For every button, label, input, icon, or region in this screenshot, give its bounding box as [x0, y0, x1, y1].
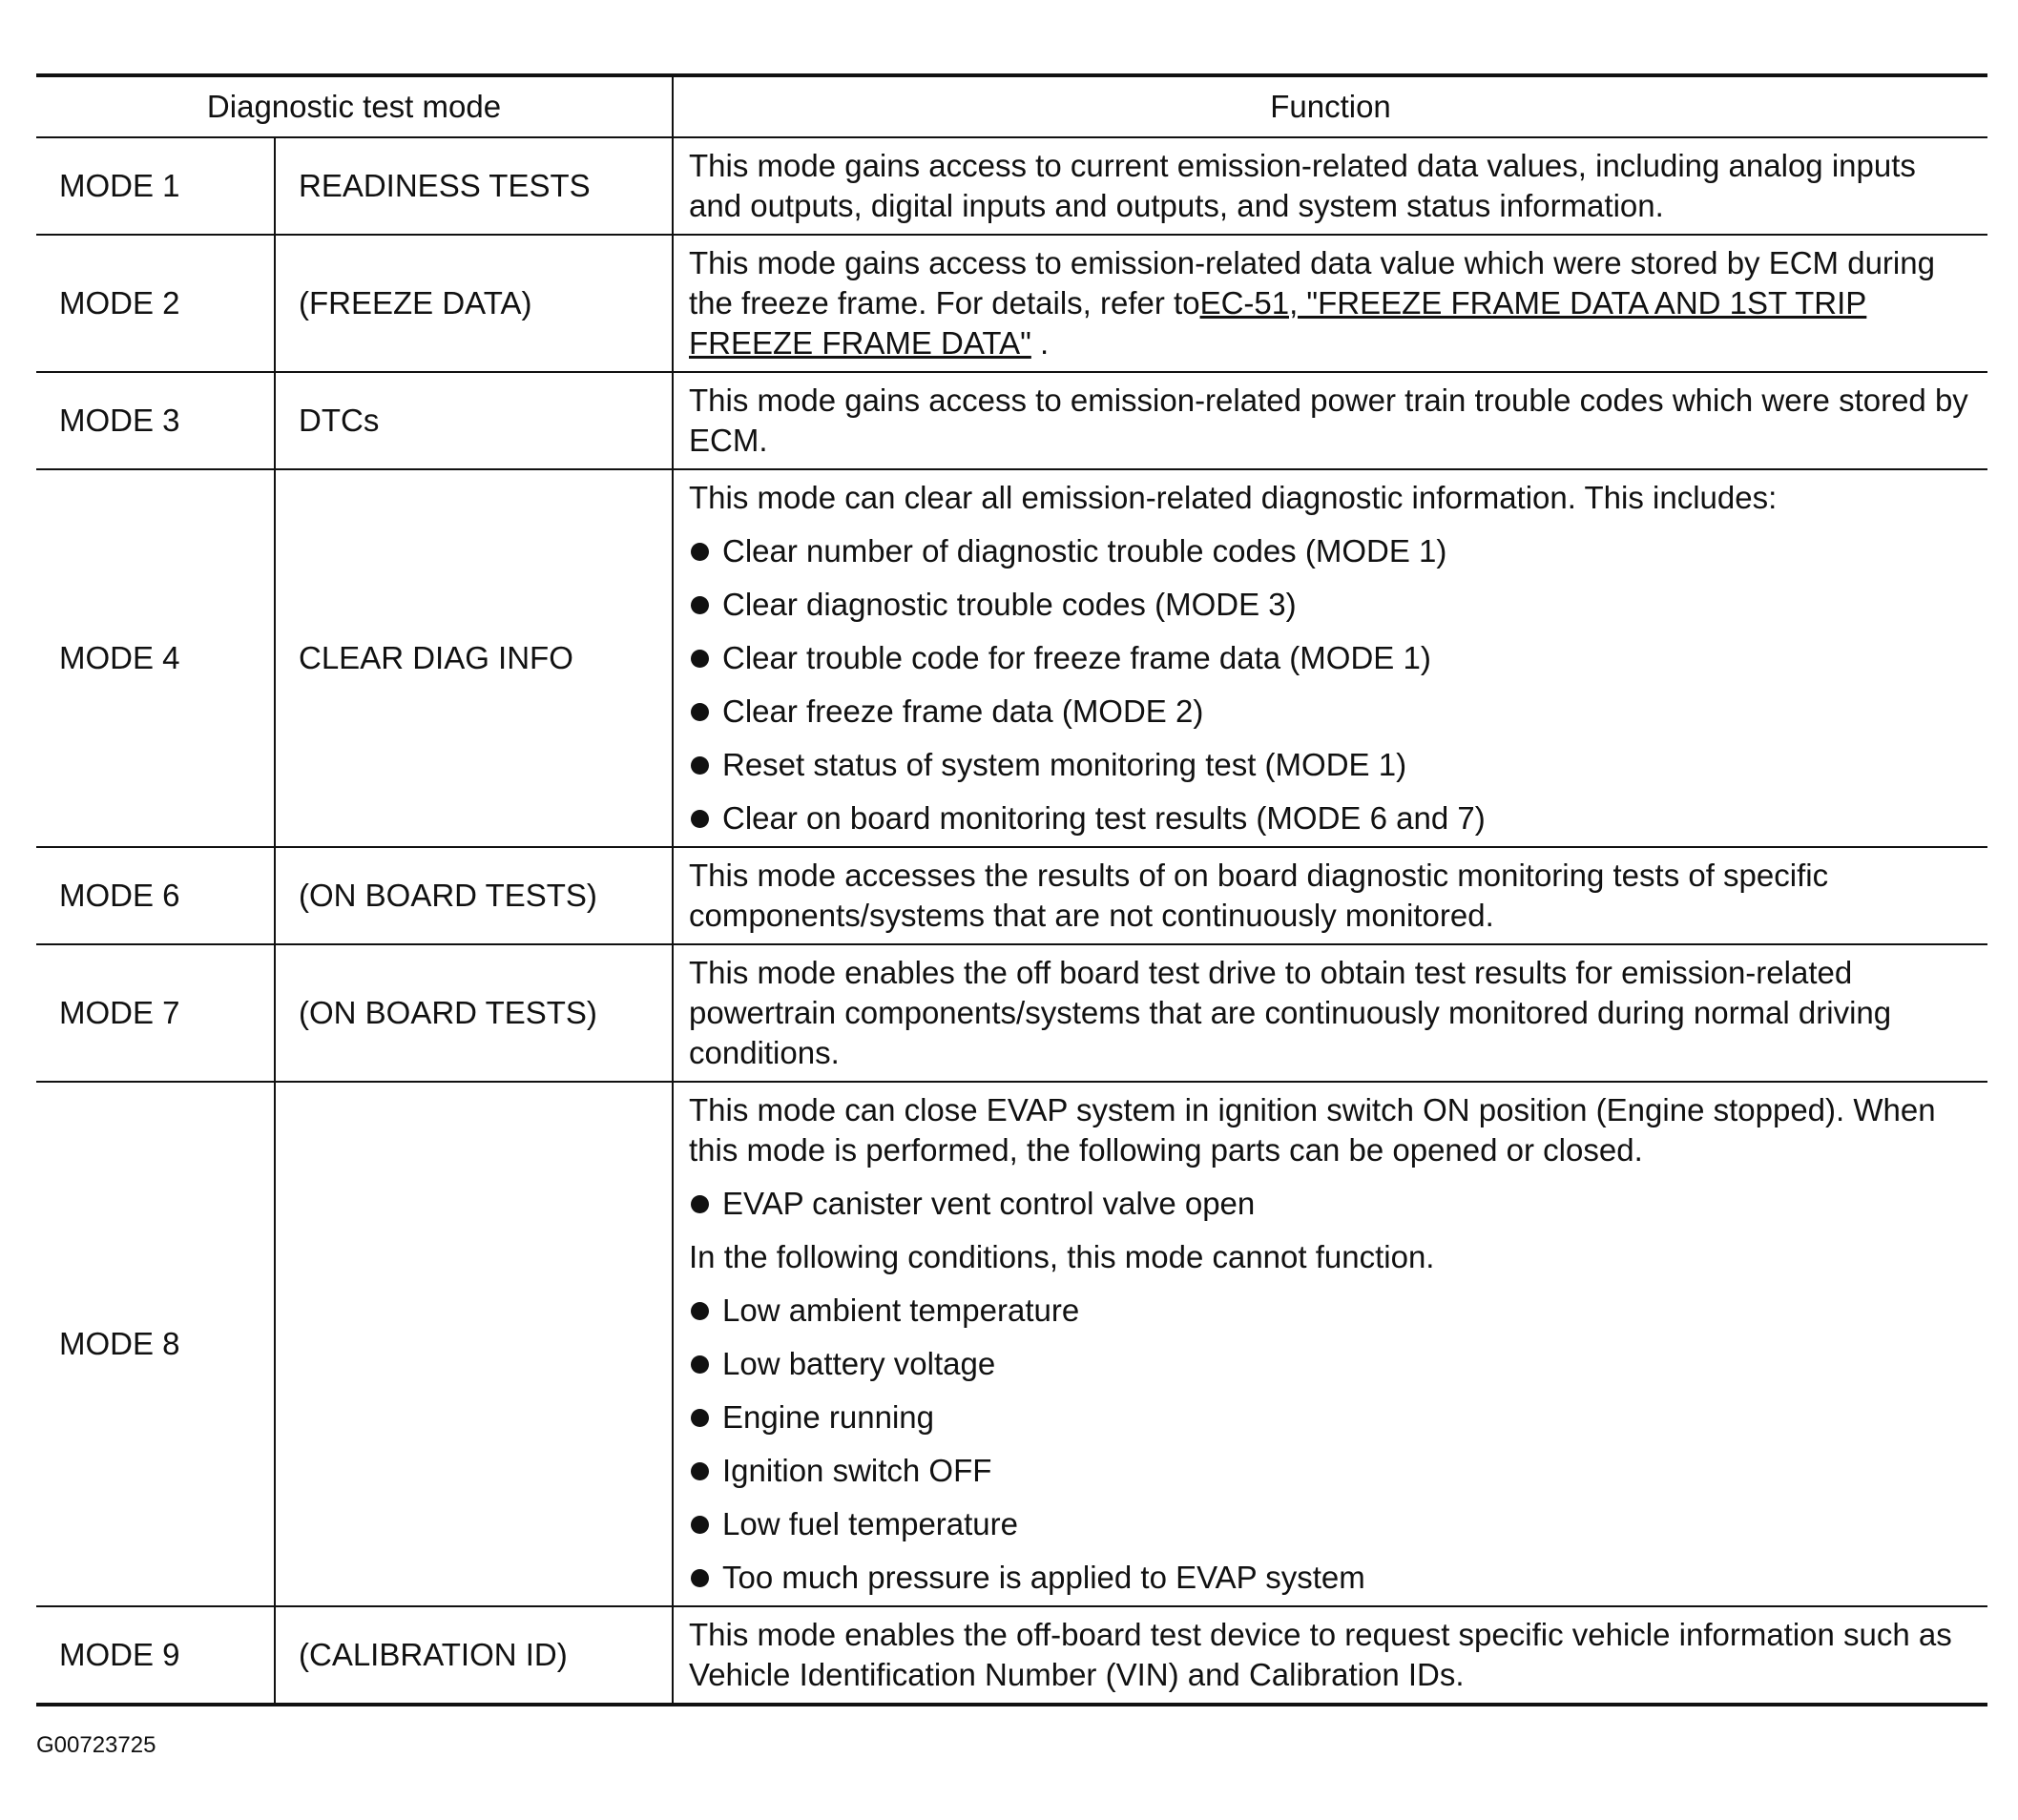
- bullet-item: Clear number of diagnostic trouble codes (MODE 1): [689, 531, 1972, 571]
- header-diagnostic-test-mode: Diagnostic test mode: [36, 75, 673, 137]
- diagnostic-mode-table: [36, 73, 1987, 1706]
- table-row: [36, 1606, 1987, 1705]
- bullet-item: Low fuel temperature: [689, 1504, 1972, 1544]
- table-row: [36, 1082, 1987, 1606]
- mode-cell: MODE 7: [36, 944, 275, 1082]
- table-row: [36, 372, 1987, 469]
- function-cell: [673, 1082, 1987, 1606]
- bullet-item: Too much pressure is applied to EVAP system: [689, 1558, 1972, 1598]
- bullet-item: Clear freeze frame data (MODE 2): [689, 692, 1972, 732]
- bullet-item: Engine running: [689, 1397, 1972, 1437]
- bullet-item: Ignition switch OFF: [689, 1451, 1972, 1491]
- bullet-item: Reset status of system monitoring test (MODE 1): [689, 745, 1972, 785]
- table-row: [36, 847, 1987, 944]
- function-description: [689, 243, 1972, 363]
- table-row: [36, 235, 1987, 372]
- mode-name-cell: (CALIBRATION ID): [275, 1606, 673, 1705]
- bullet-item: Low battery voltage: [689, 1344, 1972, 1384]
- function-description: This mode gains access to emission-related power train trouble codes which were stored by ECM.: [689, 383, 1968, 458]
- function-description: This mode gains access to current emission-related data values, including analog inputs and outputs, digital inputs and outputs, and system status information.: [689, 148, 1916, 223]
- mode-cell: MODE 4: [36, 469, 275, 847]
- function-cell: [673, 372, 1987, 469]
- mode-name-cell: (ON BOARD TESTS): [275, 944, 673, 1082]
- table-body: [36, 137, 1987, 1705]
- table-row: [36, 137, 1987, 235]
- figure-id: G00723725: [36, 1732, 156, 1758]
- mode-cell: MODE 3: [36, 372, 275, 469]
- mode-name-cell: READINESS TESTS: [275, 137, 673, 235]
- mode-cell: MODE 2: [36, 235, 275, 372]
- table-row: [36, 469, 1987, 847]
- reference-link[interactable]: EC-51, "FREEZE FRAME DATA AND 1ST TRIP FREEZE FRAME DATA": [689, 285, 1867, 361]
- function-cell: [673, 1606, 1987, 1705]
- bullet-item: EVAP canister vent control valve open: [689, 1184, 1972, 1224]
- description-text: This mode gains access to emission-related data value which were stored by ECM during the freeze frame. For details, refer to: [689, 245, 1935, 321]
- mode-cell: MODE 9: [36, 1606, 275, 1705]
- bullet-item: Clear diagnostic trouble codes (MODE 3): [689, 585, 1972, 625]
- function-cell: [673, 469, 1987, 847]
- table-row: [36, 944, 1987, 1082]
- mode-name-cell: CLEAR DIAG INFO: [275, 469, 673, 847]
- function-cell: [673, 235, 1987, 372]
- table-header-row: [36, 75, 1987, 137]
- bullet-item: Clear trouble code for freeze frame data (MODE 1): [689, 638, 1972, 678]
- function-description: In the following conditions, this mode cannot function.: [689, 1239, 1435, 1274]
- description-text-end: .: [1030, 325, 1050, 361]
- bullet-item: Clear on board monitoring test results (MODE 6 and 7): [689, 798, 1972, 838]
- function-description: This mode can clear all emission-related diagnostic information. This includes:: [689, 480, 1778, 515]
- function-description: This mode can close EVAP system in ignition switch ON position (Engine stopped). When this mode is performed, the following parts can be opened or closed.: [689, 1092, 1936, 1168]
- header-function: Function: [673, 75, 1987, 137]
- mode-cell: MODE 8: [36, 1082, 275, 1606]
- mode-name-cell: [275, 1082, 673, 1606]
- mode-name-cell: (FREEZE DATA): [275, 235, 673, 372]
- function-cell: [673, 944, 1987, 1082]
- mode-name-cell: DTCs: [275, 372, 673, 469]
- function-description: This mode enables the off-board test device to request specific vehicle information such as Vehicle Identification Number (VIN) and Calibration IDs.: [689, 1617, 1952, 1692]
- mode-cell: MODE 1: [36, 137, 275, 235]
- bullet-item: Low ambient temperature: [689, 1291, 1972, 1331]
- function-cell: [673, 137, 1987, 235]
- function-description: This mode accesses the results of on board diagnostic monitoring tests of specific components/systems that are not continuously monitored.: [689, 858, 1829, 933]
- mode-cell: MODE 6: [36, 847, 275, 944]
- mode-name-cell: (ON BOARD TESTS): [275, 847, 673, 944]
- function-description: This mode enables the off board test drive to obtain test results for emission-related powertrain components/systems that are continuously monitored during normal driving conditions.: [689, 955, 1892, 1070]
- function-cell: [673, 847, 1987, 944]
